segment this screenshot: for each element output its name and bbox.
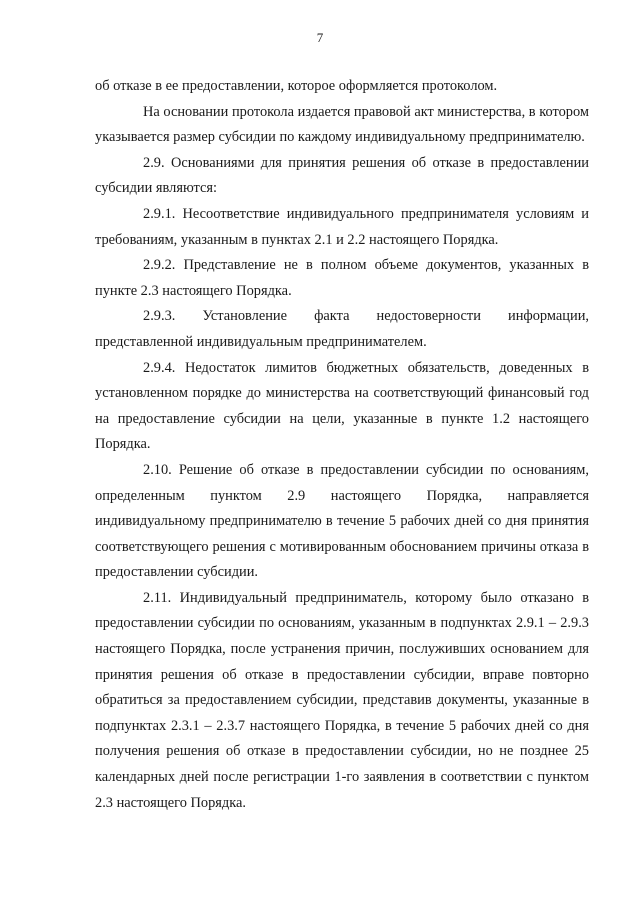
page-number: 7 [316, 30, 324, 45]
document-body [95, 74, 589, 816]
paragraph-2-11: 2.11. Индивидуальный предприниматель, которому было отказано в предоставлении субсидии по основаниям, указанным в подпунктах 2.9.1 – 2.9.3 настоящего Порядка, после устранения причин, послуживших основанием для принятия решения об отказе в предоставлении субсидии, вправе повторно обратиться за предоставлением субсидии, представив документы, указанные в подпунктах 2.3.1 – 2.3.7 настоящего Порядка, в течение 5 рабочих дней со дня получения решения об отказе в предоставлении субсидии, но не позднее 25 календарных дней после регистрации 1-го заявления в соответствии с пунктом 2.3 настоящего Порядка. [95, 589, 589, 811]
paragraph-2-9: 2.9. Основаниями для принятия решения об отказе в предоставлении субсидии являются: [95, 154, 589, 197]
paragraph-protocol-act: На основании протокола издается правовой акт министерства, в котором указывается размер субсидии по каждому индивидуальному предпринимателю. [95, 103, 589, 146]
paragraph-2-9-4: 2.9.4. Недостаток лимитов бюджетных обязательств, доведенных в установленном порядке до министерства на соответствующий финансовый год на предоставление субсидии на цели, указанные в пункте 1.2 настоящего Порядка. [95, 359, 589, 453]
paragraph-2-9-2: 2.9.2. Представление не в полном объеме документов, указанных в пункте 2.3 настоящего Порядка. [95, 257, 589, 299]
paragraph-2-10: 2.10. Решение об отказе в предоставлении субсидии по основаниям, определенным пунктом 2.9 настоящего Порядка, направляется индивидуальному предпринимателю в течение 5 рабочих дней со дня принятия соответствующего решения с мотивированным обоснованием причины отказа в предоставлении субсидии. [95, 461, 589, 581]
paragraph-2-9-3: 2.9.3. Установление факта недостоверности информации, представленной индивидуальным предпринимателем. [95, 308, 589, 350]
paragraph-continuation: об отказе в ее предоставлении, которое оформляется протоколом. [95, 78, 498, 94]
paragraph-2-9-1: 2.9.1. Несоответствие индивидуального предпринимателя условиям и требованиям, указанным в пунктах 2.1 и 2.2 настоящего Порядка. [95, 205, 589, 248]
